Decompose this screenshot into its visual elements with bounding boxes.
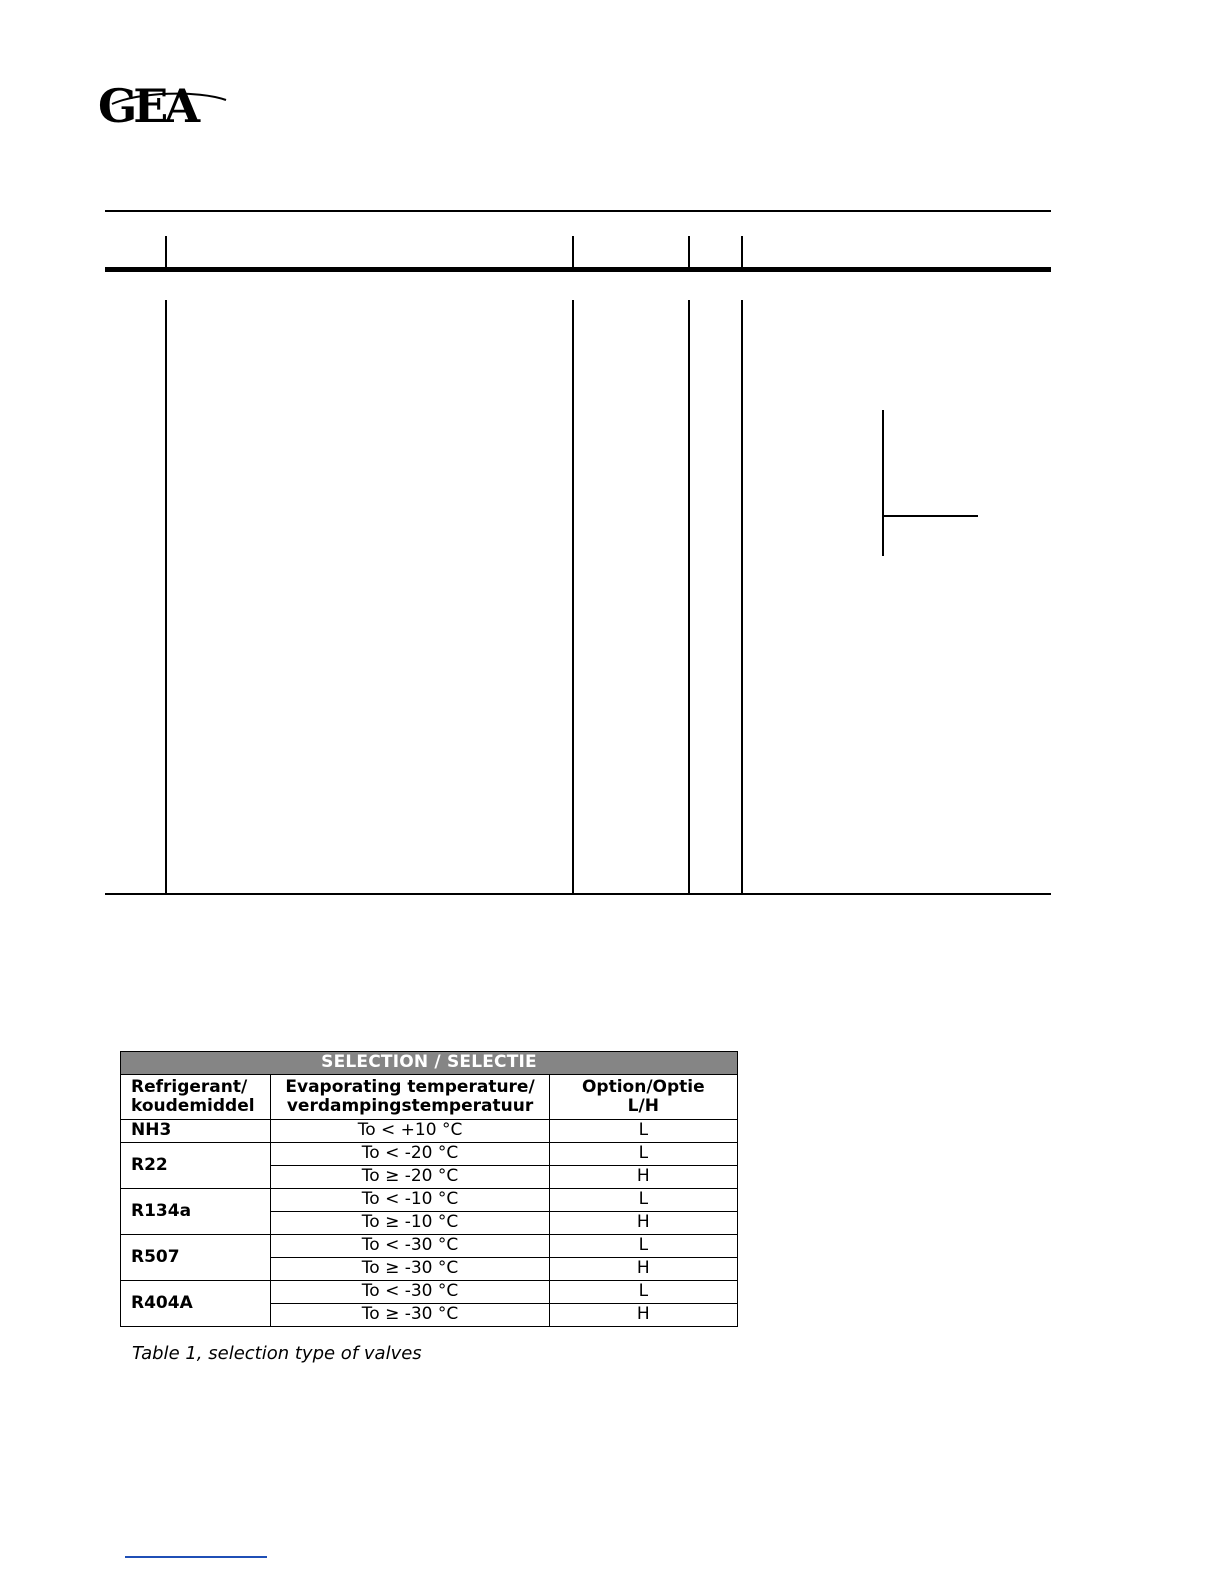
option-cell: H	[549, 1166, 737, 1189]
option-cell: L	[549, 1143, 737, 1166]
option-cell: L	[549, 1120, 737, 1143]
header-divider	[688, 236, 690, 267]
header-option: Option/Optie L/H	[549, 1075, 737, 1120]
table-row	[121, 1143, 738, 1166]
option-cell: H	[549, 1304, 737, 1327]
table-row	[121, 1189, 738, 1212]
body-divider	[572, 300, 574, 894]
selection-table	[120, 1051, 738, 1327]
refrigerant-cell: R22	[121, 1143, 271, 1189]
header-divider	[741, 236, 743, 267]
bracket-arm	[882, 515, 978, 517]
header-divider	[572, 236, 574, 267]
temperature-cell: To ≥ -20 °C	[271, 1166, 549, 1189]
gea-logo	[98, 82, 232, 126]
temperature-cell: To < +10 °C	[271, 1120, 549, 1143]
body-bottom-rule	[105, 893, 1051, 895]
body-divider	[165, 300, 167, 894]
temperature-cell: To < -30 °C	[271, 1235, 549, 1258]
refrigerant-cell: R404A	[121, 1281, 271, 1327]
header-evaporating-temperature: Evaporating temperature/ verdampingstemperatuur	[271, 1075, 549, 1120]
option-cell: L	[549, 1235, 737, 1258]
header-refrigerant: Refrigerant/ koudemiddel	[121, 1075, 271, 1120]
refrigerant-cell: NH3	[121, 1120, 271, 1143]
temperature-cell: To ≥ -30 °C	[271, 1258, 549, 1281]
temperature-cell: To < -20 °C	[271, 1143, 549, 1166]
table-title: SELECTION / SELECTIE	[121, 1052, 738, 1075]
temperature-cell: To ≥ -10 °C	[271, 1212, 549, 1235]
bracket-line	[882, 410, 884, 556]
option-cell: L	[549, 1189, 737, 1212]
refrigerant-cell: R507	[121, 1235, 271, 1281]
header-top-rule	[105, 210, 1051, 212]
table-row	[121, 1281, 738, 1304]
option-cell: L	[549, 1281, 737, 1304]
temperature-cell: To < -30 °C	[271, 1281, 549, 1304]
temperature-cell: To < -10 °C	[271, 1189, 549, 1212]
table-row	[121, 1235, 738, 1258]
footer-link-underline[interactable]	[125, 1556, 267, 1558]
option-cell: H	[549, 1258, 737, 1281]
option-cell: H	[549, 1212, 737, 1235]
header-divider	[165, 236, 167, 267]
temperature-cell: To ≥ -30 °C	[271, 1304, 549, 1327]
refrigerant-cell: R134a	[121, 1189, 271, 1235]
body-divider	[741, 300, 743, 894]
logo-text: GEA	[98, 82, 197, 126]
table-row	[121, 1120, 738, 1143]
body-divider	[688, 300, 690, 894]
table-caption: Table 1, selection type of valves	[132, 1343, 422, 1364]
header-thick-rule	[105, 267, 1051, 272]
